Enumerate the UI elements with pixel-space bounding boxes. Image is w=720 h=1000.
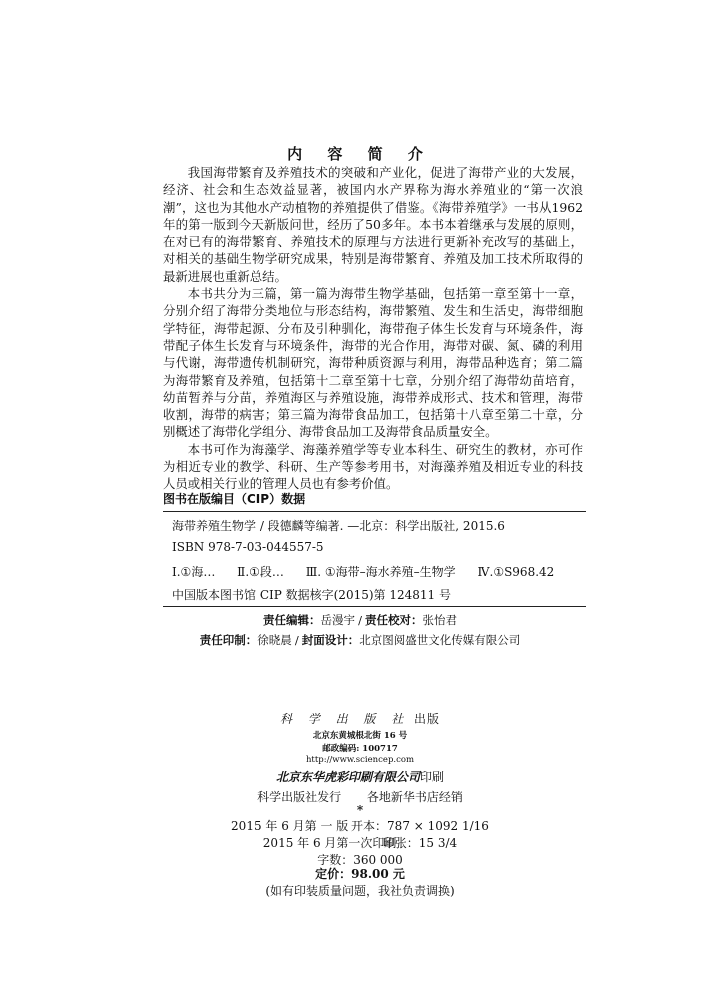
summary-title: 内 容 简 介 <box>287 145 433 163</box>
credit-label: 责任编辑： <box>263 613 321 627</box>
credit-label: 责任校对： <box>365 613 423 627</box>
sheets: 印张：15 3/4 <box>382 836 458 850</box>
printer-name: 北京东华虎彩印刷有限公司 <box>275 770 420 784</box>
publisher-name-suffix: 出版 <box>414 712 441 726</box>
publisher-url: http://www.sciencep.com <box>305 755 415 765</box>
distributor: 科学出版社发行 <box>257 790 342 804</box>
credits-print-line: 责任印制：徐晓晨/封面设计：北京图阅盛世文化传媒有限公司 <box>199 633 521 647</box>
cip-verify-number: 中国版本图书馆 CIP 数据核字(2015)第 124811 号 <box>172 588 451 602</box>
publisher-name <box>0 710 720 727</box>
publisher-name-text: 科 学 出 版 社 <box>279 712 410 726</box>
publisher-postcode: 邮政编码: 100717 <box>322 744 398 754</box>
printing-line <box>0 834 720 851</box>
summary-body <box>163 164 583 493</box>
quality-notice: (如有印装质量问题，我社负责调换) <box>265 884 455 898</box>
edition-line <box>0 817 720 834</box>
cip-isbn: ISBN 978-7-03-044557-5 <box>172 540 324 554</box>
cip-classification <box>172 563 554 580</box>
summary-paragraph: 我国海带繁育及养殖技术的突破和产业化，促进了海带产业的大发展，经济、社会和生态效益显著，被国内水产界称为海水养殖业的“第一次浪潮”，这也为其他水产动植物的养殖提供了借鉴。《海带养殖学》一书从1962年的第一版到今天新版问世，经历了50多年。本书本着继承与发展的原则，在对已有的海带繁育、养殖技术的原理与方法进行更新补充改写的基础上，对相关的基础生物学研究成果，特别是海带繁育、养殖及加工技术所取得的最新进展也重新总结。 <box>163 165 583 284</box>
cip-title-line: 海带养殖生物学 / 段德麟等编著. —北京：科学出版社, 2015.6 <box>172 519 505 533</box>
format: 开本：787 × 1092 1/16 <box>351 819 489 833</box>
credit-value: 张怡君 <box>422 613 457 627</box>
credit-value: 岳漫宇 <box>320 613 355 627</box>
printer-suffix: 印刷 <box>420 770 445 784</box>
credit-value: 北京图阅盛世文化传媒有限公司 <box>359 633 521 647</box>
word-count: 字数：360 000 <box>317 853 403 867</box>
edition: 2015 年 6 月第 一 版 <box>231 819 349 833</box>
publisher-address: 北京东黄城根北街 16 号 <box>312 731 408 741</box>
credit-value: 徐晓晨 <box>257 633 292 647</box>
cip-class-item: Ⅱ.①段… <box>237 565 284 579</box>
printing: 2015 年 6 月第一次印刷 <box>262 836 397 850</box>
cip-class-item: Ⅰ.①海… <box>172 565 216 579</box>
cip-heading: 图书在版编目（CIP）数据 <box>163 492 306 506</box>
credit-label: 责任印制： <box>199 633 258 647</box>
cip-class-item: Ⅲ. ①海带–海水养殖–生物学 <box>305 565 456 579</box>
price-line <box>0 865 720 882</box>
cip-class-item: Ⅳ.①S968.42 <box>477 565 555 579</box>
credit-label: 封面设计： <box>301 633 360 647</box>
price-value: 98.00 元 <box>351 867 405 881</box>
divider <box>163 606 586 607</box>
separator-star: * <box>356 803 364 817</box>
printer-line <box>0 768 720 785</box>
credits-editor-line: 责任编辑：岳漫宇/责任校对：张怡君 <box>263 613 457 627</box>
summary-paragraph: 本书共分为三篇，第一篇为海带生物学基础，包括第一章至第十一章，分别介绍了海带分类地位与形态结构，海带繁殖、发生和生活史，海带细胞学特征，海带起源、分布及引种驯化，海带孢子体生长发育与环境条件，海带配子体生长发育与环境条件，海带的光合作用，海带对碳、氮、磷的利用与代谢，海带遗传机制研究，海带种质资源与利用，海带品种选育；第二篇为海带繁育及养殖，包括第十二章至第十七章，分别介绍了海带幼苗培育，幼苗暂养与分苗，养殖海区与养殖设施，海带养成形式、技术和管理，海带收割，海带的病害；第三篇为海带食品加工，包括第十八章至第二十章，分别概述了海带化学组分、海带食品加工及海带食品质量安全。 <box>163 286 583 440</box>
divider <box>163 511 586 512</box>
price-label: 定价： <box>315 867 352 881</box>
sellers: 各地新华书店经销 <box>366 790 463 804</box>
summary-paragraph: 本书可作为海藻学、海藻养殖学等专业本科生、研究生的教材，亦可作为相近专业的教学、科研、生产等参考用书，对海藻养殖及相近专业的科技人员或相关行业的管理人员也有参考价值。 <box>163 441 583 492</box>
